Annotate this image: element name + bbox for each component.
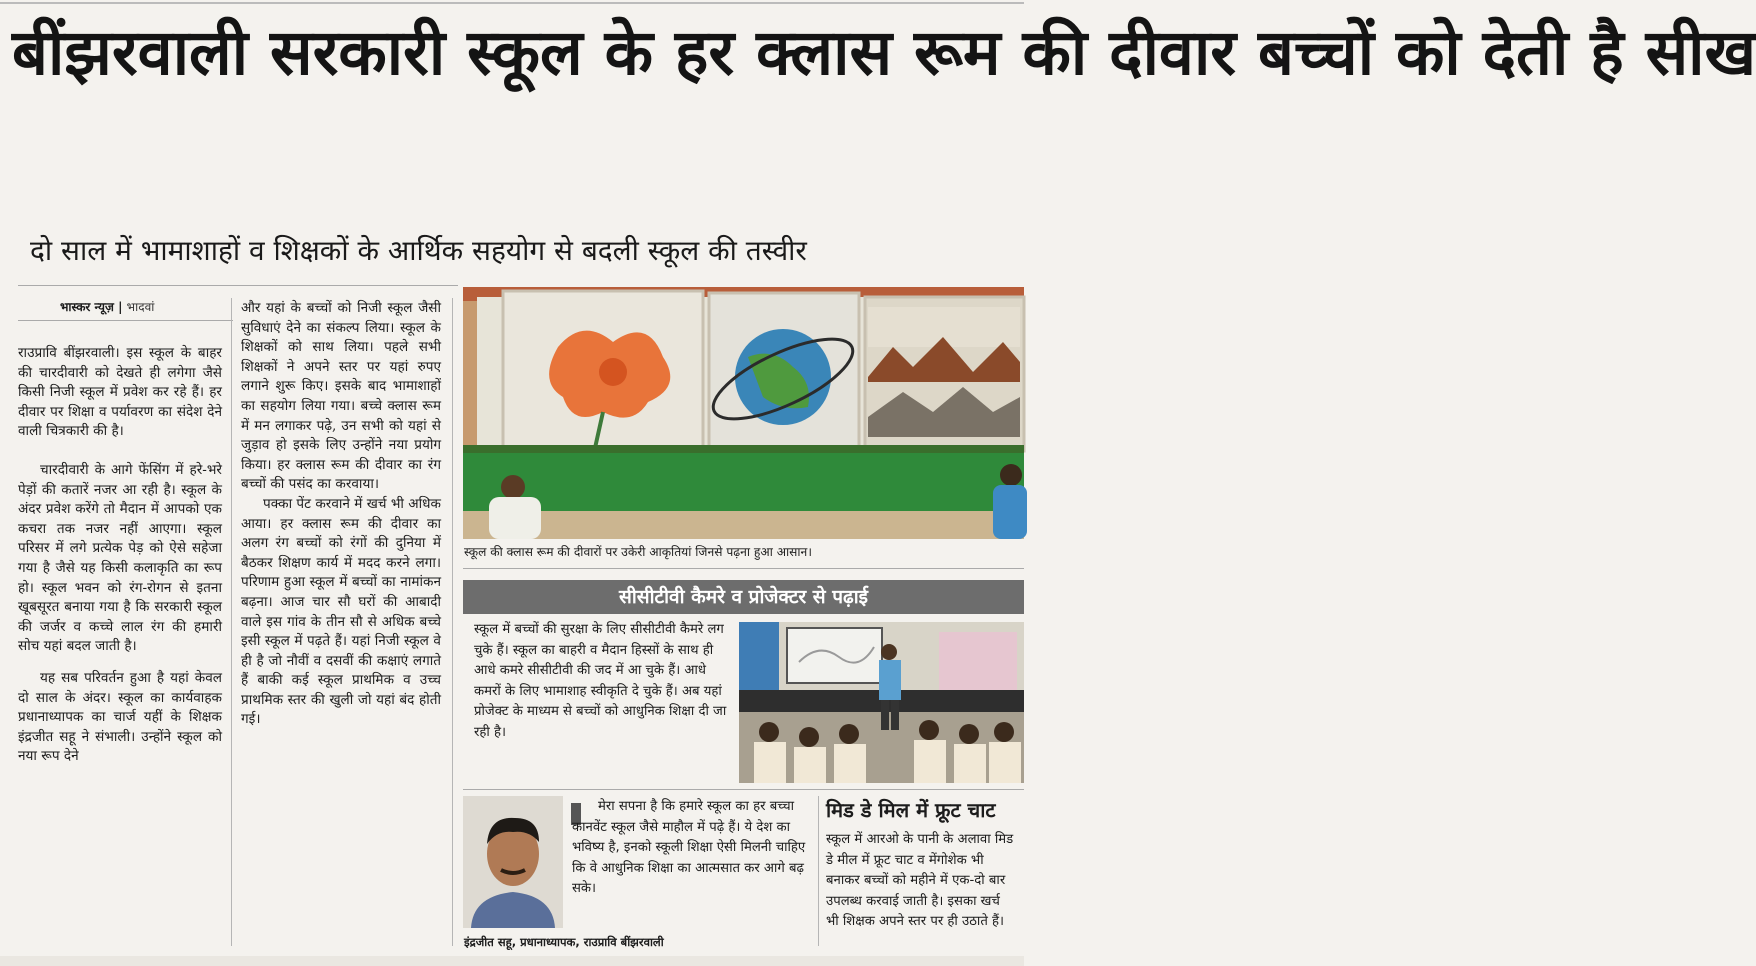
column-divider xyxy=(231,298,232,946)
principal-portrait xyxy=(463,796,563,928)
cctv-text: स्कूल में बच्चों की सुरक्षा के लिए सीसीटीवी कैमरे लग चुके हैं। स्कूल का बाहरी व मैदान हिस्सों के साथ ही आधे कमरे सीसीटीवी की जद में आ चुके हैं। आधे कमरों के लिए भामाशाह स्वीकृति दे चुके हैं। अब यहां प्रोजेक्ट के माध्यम से बच्चों को आधुनिक शिक्षा दी जा रही है। xyxy=(474,622,727,740)
column-divider xyxy=(452,298,453,946)
section-rule xyxy=(463,789,1024,790)
next-article-strip xyxy=(0,956,1024,966)
paragraph: यह सब परिवर्तन हुआ है यहां केवल दो साल के अंदर। स्कूल का कार्यवाहक प्रधानाध्यापक का चार्ज यहीं के शिक्षक इंद्रजीत सहू ने संभाली। उन्होंने स्कूल को नया रूप देने xyxy=(18,669,222,765)
headline: बींझरवाली सरकारी स्कूल के हर क्लास रूम की दीवार बच्चों को देती है सीख xyxy=(12,16,1756,89)
text-line: भी शिक्षक अपने स्तर पर ही उठाते हैं। xyxy=(826,914,1005,929)
classroom-wall-photo xyxy=(463,287,1024,539)
paragraph: और यहां के बच्चों को निजी स्कूल जैसी सुविधाएं देने का संकल्प लिया। स्कूल के शिक्षकों को साथ लिया। पहले सभी शिक्षकों ने अपने स्तर पर यहां रुपए लगाने शुरू किए। इसके बाद भामाशाहों का सहयोग लिया गया। बच्चे क्लास रूम में मन लगाकर पढ़े, उन सभी को यहां से जुड़ाव हो इसके लिए उन्होंने नया प्रयोग किया। हर क्लास रूम की दीवार का रंग बच्चों की पसंद का करवाया। xyxy=(241,300,441,493)
section-rule xyxy=(18,285,458,286)
portrait-caption: इंद्रजीत सहू, प्रधानाध्यापक, राउप्रावि बींझरवाली xyxy=(464,935,664,949)
byline-divider: | xyxy=(118,300,127,314)
article-column-2 xyxy=(241,299,441,730)
text-line: स्कूल में आरओ के पानी के अलावा मिड xyxy=(826,832,1014,847)
byline-rule xyxy=(18,320,233,321)
photo-caption: स्कूल की क्लास रूम की दीवारों पर उकेरी आकृतियां जिनसे पढ़ना हुआ आसान। xyxy=(464,545,812,559)
byline-location: भादवां xyxy=(126,300,155,314)
portrait-illustration xyxy=(463,796,563,928)
section-rule xyxy=(463,568,1024,569)
text-line: बनाकर बच्चों को महीने में एक-दो बार xyxy=(826,873,1006,888)
text-line: डे मील में फ्रूट चाट व मेंगोशेक भी xyxy=(826,852,984,868)
byline xyxy=(60,298,154,315)
landscape-painting xyxy=(868,307,1020,437)
mid-day-meal-title: मिड डे मिल में फ्रूट चाट xyxy=(826,798,996,822)
subheadline: दो साल में भामाशाहों व शिक्षकों के आर्थिक सहयोग से बदली स्कूल की तस्वीर xyxy=(30,234,807,267)
principal-quote: मेरा सपना है कि हमारे स्कूल का हर बच्चा कानवेंट स्कूल जैसे माहौल में पढ़े हैं। ये देश का भविष्य है, इनको स्कूली शिक्षा ऐसी मिलनी चाहिए कि वे आधुनिक शिक्षा का आत्मसात कर आगे बढ़ सके। xyxy=(572,799,806,896)
paragraph: पक्का पेंट करवाने में खर्च भी अधिक आया। हर क्लास रूम की दीवार का अलग रंग बच्चों को रंगों की दुनिया में बैठकर शिक्षण कार्य में मदद करने लगा। परिणाम हुआ स्कूल में बच्चों का नामांकन बढ़ना। आज चार सौ घरों की आबादी वाले इस गांव के तीन सौ से अधिक बच्चे इसी स्कूल में पढ़ते हैं। यहां निजी स्कूल वे ही है जो नौवीं व दसवीं की कक्षाएं लगाते हैं बाकी कई स्कूल प्राथमिक व उच्च प्राथमिक स्तर की खुली जो यहां बंद होती गई। xyxy=(241,495,441,728)
projector-class-photo xyxy=(739,622,1024,783)
classroom-wall-illustration xyxy=(463,287,1024,539)
column-divider xyxy=(818,796,819,946)
byline-agency: भास्कर न्यूज़ xyxy=(60,300,114,314)
top-rule xyxy=(0,2,1024,4)
article-column-1 xyxy=(18,344,222,767)
cctv-section-title: सीसीटीवी कैमरे व प्रोजेक्टर से पढ़ाई xyxy=(463,580,1024,614)
projector-class-illustration xyxy=(739,622,1024,783)
text-line: उपलब्ध करवाई जाती है। इसका खर्च xyxy=(826,893,1000,909)
mid-day-meal-text xyxy=(826,830,1026,933)
paragraph: राउप्रावि बींझरवाली। इस स्कूल के बाहर की चारदीवारी को देखते ही लगेगा जैसे किसी निजी स्कूल में प्रवेश कर रहे हैं। हर दीवार पर शिक्षा व पर्यावरण का संदेश देने वाली चित्रकारी की है। xyxy=(18,345,222,440)
paragraph: चारदीवारी के आगे फेंसिंग में हरे-भरे पेड़ों की कतारें नजर आ रही है। स्कूल के अंदर प्रवेश करेंगे तो मैदान में आपको एक कचरा तक नजर नहीं आएगा। स्कूल परिसर में लगे प्रत्येक पेड़ को ऐसे सहेजा गया है जैसे यह किसी कलाकृति का रूप हो। स्कूल भवन को रंग-रोगन से इतना खूबसूरत बनाया गया है कि सरकारी स्कूल की जर्जर व कच्चे लाल रंग की हमारी सोच यहां बदल जाती है। xyxy=(18,461,222,655)
